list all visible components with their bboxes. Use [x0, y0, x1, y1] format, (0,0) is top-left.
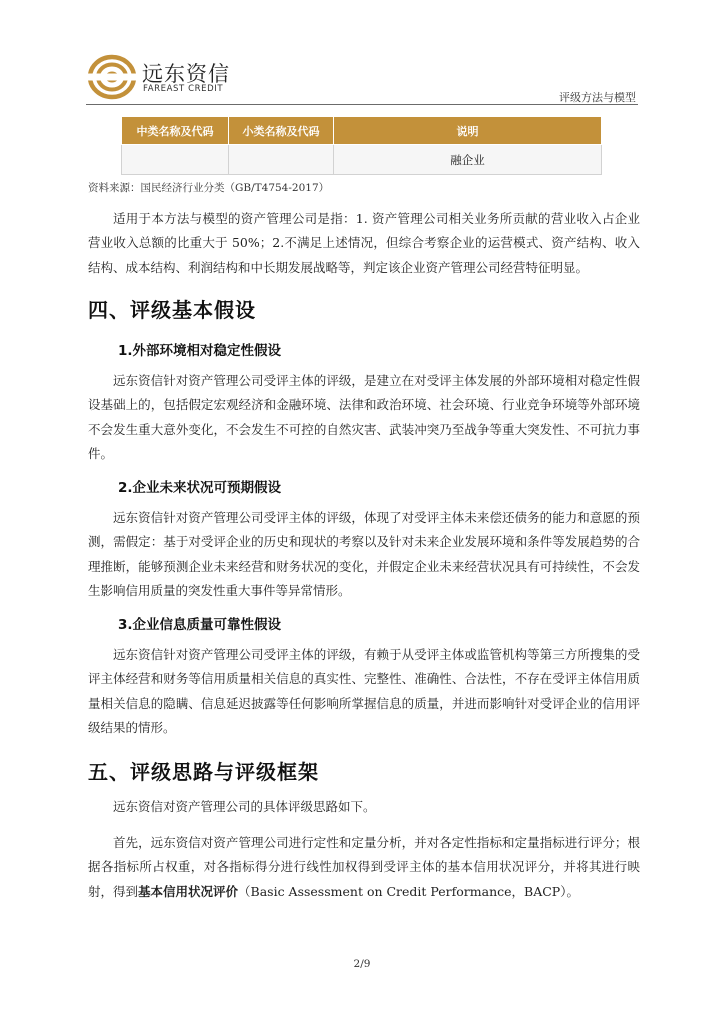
col-header-small-class: 小类名称及代码 — [229, 117, 334, 145]
table-row — [122, 145, 602, 175]
brand-name-en: FAREAST CREDIT — [143, 84, 224, 94]
page-number: 2/9 — [353, 958, 371, 970]
table-header-row — [122, 117, 602, 145]
header-divider — [86, 104, 638, 105]
table-cell — [229, 145, 334, 175]
subheading-4-2: 2.企业未来状况可预期假设 — [118, 480, 282, 496]
paragraph-5-2-text: 首先，远东资信对资产管理公司进行定性和定量分析，并对各定性指标和定量指标进行评分；根据各指标所占权重，对各指标得分进行线性加权得到受评主体的基本信用状况评分，并将其进行映射，得到 — [88, 835, 640, 899]
bacp-term: 基本信用状况评价 — [138, 883, 239, 899]
col-header-description: 说明 — [334, 117, 602, 145]
paragraph-5-2-tail: （Basic Assessment on Credit Performance，BACP）。 — [238, 883, 579, 899]
section-heading-4: 四、评级基本假设 — [88, 298, 256, 322]
industry-classification-table — [121, 116, 602, 175]
scope-paragraph: 适用于本方法与模型的资产管理公司是指：1. 资产管理公司相关业务所贡献的营业收入占企业营业收入总额的比重大于 50%；2.不满足上述情况，但综合考察企业的运营模式、资产结构、收入结构、成本结构、利润结构和中长期发展战略等，判定该企业资产管理公司经营特征明显。 — [88, 211, 640, 275]
paragraph-4-1: 远东资信针对资产管理公司受评主体的评级，是建立在对受评主体发展的外部环境相对稳定性假设基础上的，包括假定宏观经济和金融环境、法律和政治环境、社会环境、行业竞争环境等外部环境不会发生重大意外变化，不会发生不可控的自然灾害、武装冲突乃至战争等重大突发性、不可抗力事件。 — [88, 373, 640, 461]
paragraph-5-1: 远东资信对资产管理公司的具体评级思路如下。 — [113, 799, 376, 814]
col-header-medium-class: 中类名称及代码 — [122, 117, 229, 145]
table-cell — [122, 145, 229, 175]
brand-name-cn: 远东资信 — [142, 62, 230, 86]
page-header — [0, 0, 724, 110]
table-cell: 融企业 — [334, 145, 602, 175]
document-type: 评级方法与模型 — [559, 91, 636, 104]
subheading-4-1: 1.外部环境相对稳定性假设 — [118, 343, 282, 359]
source-note: 资料来源：国民经济行业分类（GB/T4754-2017） — [88, 182, 330, 194]
paragraph-5-2 — [88, 831, 640, 904]
fareast-credit-logo-icon — [88, 54, 136, 100]
paragraph-4-3: 远东资信针对资产管理公司受评主体的评级，有赖于从受评主体或监管机构等第三方所搜集的受评主体经营和财务等信用质量相关信息的真实性、完整性、准确性、合法性，不存在受评主体信用质量相关信息的隐瞒、信息延迟披露等任何影响所掌握信息的质量，并进而影响针对受评企业的信用评级结果的情形。 — [88, 647, 640, 735]
subheading-4-3: 3.企业信息质量可靠性假设 — [118, 617, 282, 633]
paragraph-4-2: 远东资信针对资产管理公司受评主体的评级，体现了对受评主体未来偿还债务的能力和意愿的预测，需假定：基于对受评企业的历史和现状的考察以及针对未来企业发展环境和条件等发展趋势的合理推断，能够预测企业未来经营和财务状况的变化，并假定企业未来经营状况具有可持续性，不会发生影响信用质量的突发性重大事件等异常情形。 — [88, 510, 640, 598]
section-heading-5: 五、评级思路与评级框架 — [88, 760, 319, 784]
